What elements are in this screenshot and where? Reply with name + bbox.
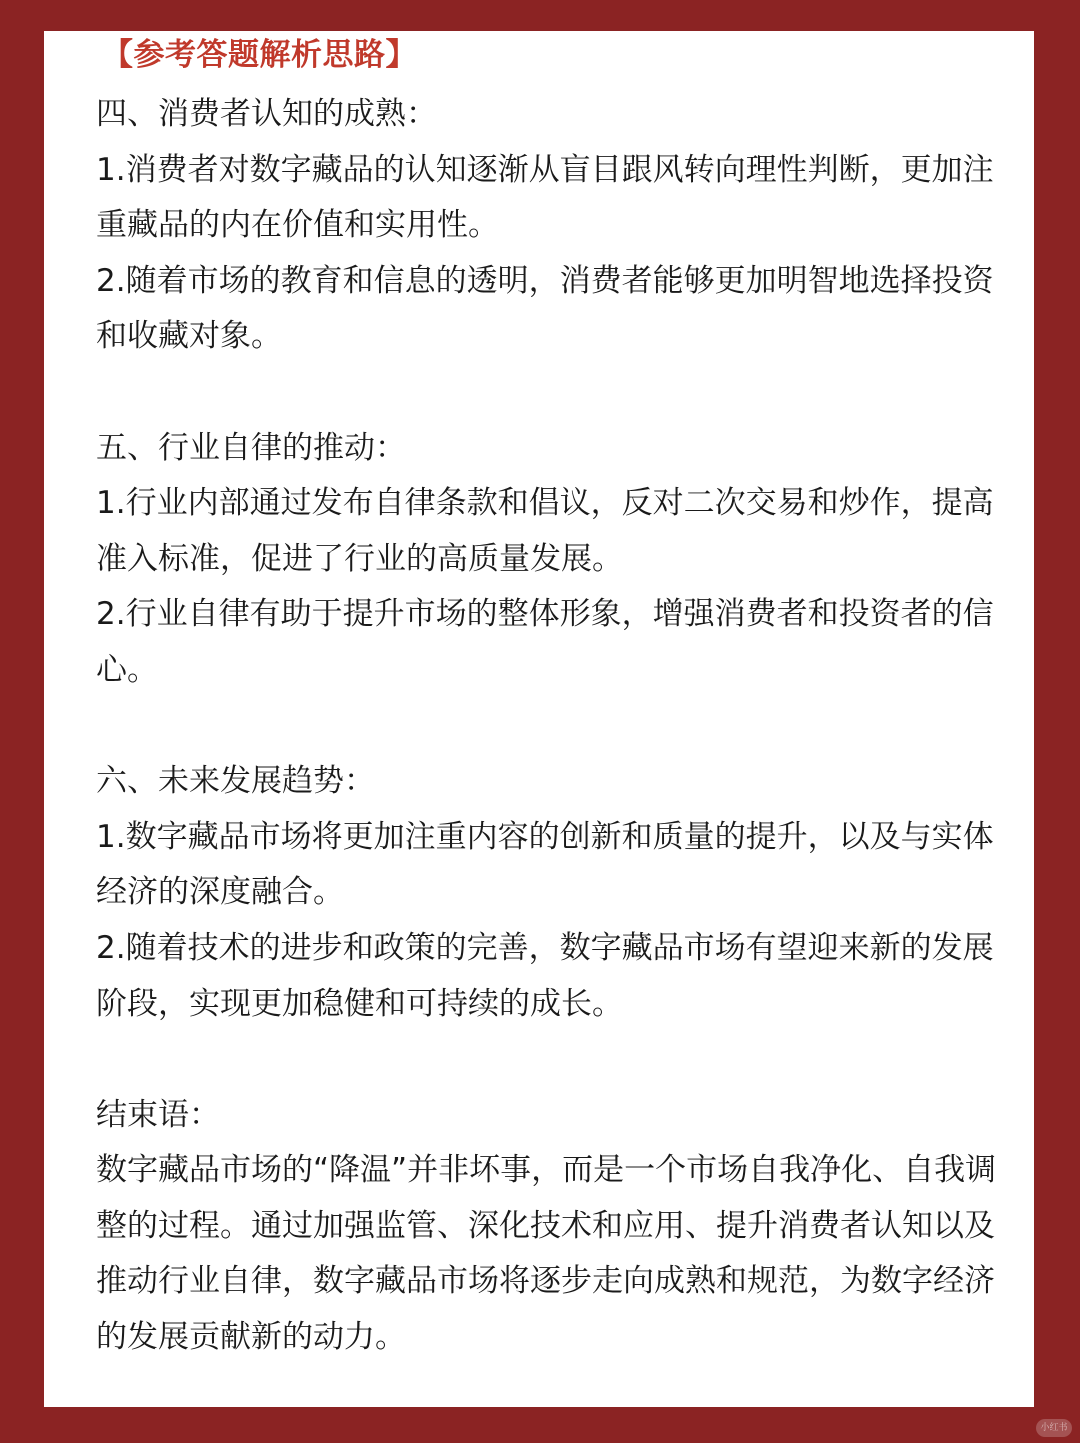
content-card — [44, 31, 1034, 1407]
section-spacer — [96, 699, 1014, 755]
section-item: 1.数字藏品市场将更加注重内容的创新和质量的提升，以及与实体经济的深度融合。 — [96, 818, 994, 911]
section-item: 2.行业自律有助于提升市场的整体形象，增强消费者和投资者的信心。 — [96, 596, 994, 688]
section-item: 2.随着技术的进步和政策的完善，数字藏品市场有望迎来新的发展阶段，实现更加稳健和可持续的成长。 — [96, 929, 994, 1022]
section-item: 数字藏品市场的“降温”并非坏事，而是一个市场自我净化、自我调整的过程。通过加强监管、深化技术和应用、提升消费者认知以及推动行业自律，数字藏品市场将逐步走向成熟和规范，为数字经济的发展贡献新的动力。 — [96, 1152, 997, 1356]
section-item: 1.消费者对数字藏品的认知逐渐从盲目跟风转向理性判断，更加注重藏品的内在价值和实用性。 — [96, 151, 994, 244]
section-conclusion — [96, 1088, 1014, 1366]
watermark-logo: 小红书 — [1036, 1419, 1072, 1437]
page-title: 【参考答题解析思路】 — [102, 37, 417, 73]
section-heading: 结束语： — [96, 1096, 220, 1133]
section-spacer — [96, 1032, 1014, 1088]
section-heading: 四、消费者认知的成熟： — [96, 96, 437, 132]
section-heading: 五、行业自律的推动： — [96, 429, 406, 466]
section-spacer — [96, 365, 1014, 421]
section-heading: 六、未来发展趋势： — [96, 763, 375, 800]
article-body — [96, 87, 1014, 1366]
section-item: 1.行业内部通过发布自律条款和倡议，反对二次交易和炒作，提高准入标准，促进了行业的高质量发展。 — [96, 485, 994, 577]
section-industry-self-discipline — [96, 421, 1014, 699]
section-item: 2.随着市场的教育和信息的透明，消费者能够更加明智地选择投资和收藏对象。 — [96, 262, 994, 355]
section-consumer-awareness — [96, 87, 1014, 365]
section-future-trends — [96, 754, 1014, 1032]
